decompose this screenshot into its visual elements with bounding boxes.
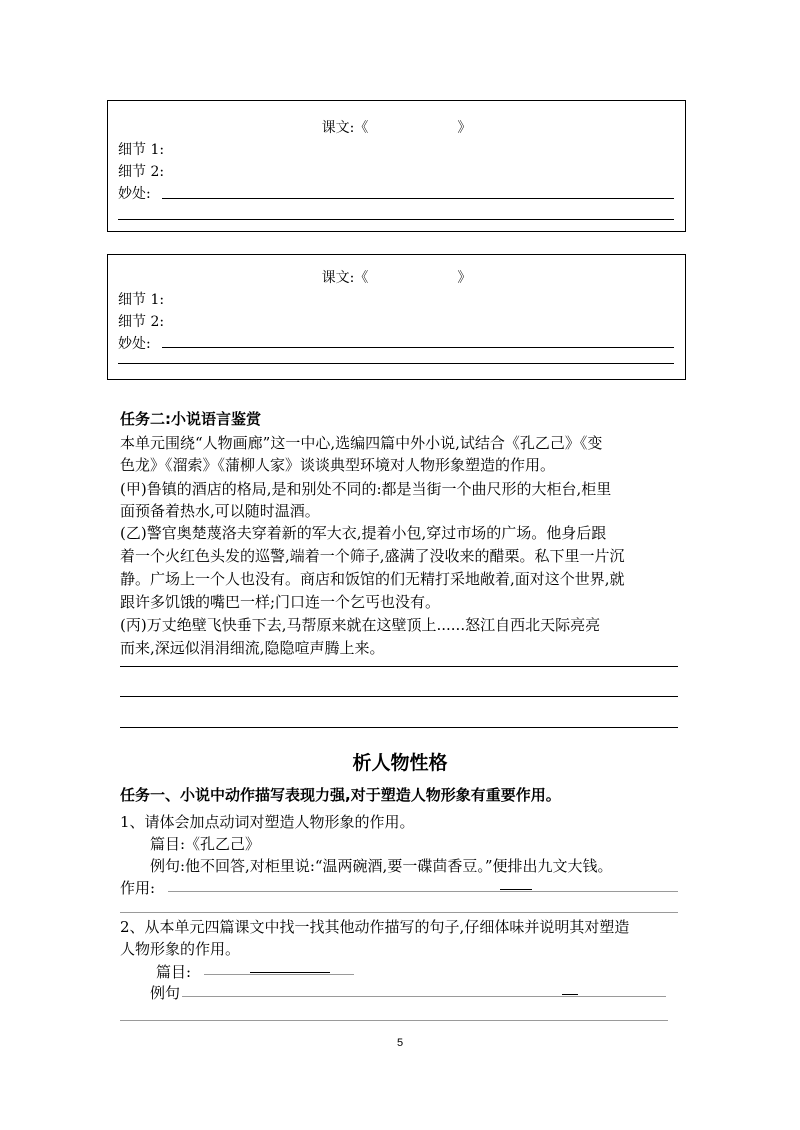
question-2-line-1: 2、从本单元四篇课文中找一找其他动作描写的句子,仔细体味并说明其对塑造	[120, 918, 630, 936]
effect-label: 作用:	[120, 879, 156, 897]
task2-answer-line-2[interactable]	[120, 696, 678, 697]
excerpt-yi-line-1: (乙)警官奥楚蔑洛夫穿着新的军大衣,提着小包,穿过市场的广场。他身后跟	[120, 524, 607, 542]
effect-answer-line-2[interactable]	[120, 912, 678, 913]
question-1: 1、请体会加点动词对塑造人物形象的作用。	[120, 813, 415, 831]
task2-answer-line-3[interactable]	[120, 727, 678, 728]
example-label: 例句	[150, 984, 181, 1002]
excerpt-bing-line-2: 而来,深远似涓涓细流,隐隐喧声腾上来。	[120, 639, 385, 657]
task2-intro-line-2: 色龙》《溜索》《蒲柳人家》谈谈典型环境对人物形象塑造的作用。	[120, 456, 556, 474]
question-2-line-2: 人物形象的作用。	[120, 940, 241, 958]
excerpt-yi-line-3: 静。广场上一个人也没有。商店和饭馆的们无精打采地敞着,面对这个世界,就	[120, 570, 625, 588]
detail-2-label: 细节 2:	[118, 314, 165, 330]
detail-2-label: 细节 2:	[118, 164, 165, 180]
piece-label: 篇目:	[156, 963, 192, 981]
merit-answer-line[interactable]	[162, 198, 674, 199]
merit-answer-line-2[interactable]	[118, 363, 674, 364]
lesson-box-2	[107, 254, 686, 380]
excerpt-yi-line-2: 着一个火红色头发的巡警,端着一个筛子,盛满了没收来的醋栗。私下里一片沉	[120, 547, 625, 565]
lesson-title: 课文:《 》	[321, 270, 472, 286]
effect-answer-line[interactable]	[168, 891, 678, 892]
excerpt-jia-line-2: 面预备着热水,可以随时温酒。	[120, 502, 320, 520]
merit-label: 妙处:	[118, 186, 151, 202]
merit-answer-line[interactable]	[162, 347, 674, 348]
piece-kongyiji: 篇目:《孔乙己》	[150, 835, 261, 853]
task2-heading: 任务二:小说语言鉴赏	[120, 410, 261, 428]
task2-answer-line-1[interactable]	[120, 666, 678, 667]
detail-1-label: 细节 1:	[118, 292, 165, 308]
merit-answer-line-2[interactable]	[118, 219, 674, 220]
effect-answer-underline-mark	[500, 889, 532, 890]
excerpt-jia-line-1: (甲)鲁镇的酒店的格局,是和别处不同的:都是当街一个曲尺形的大柜台,柜里	[120, 480, 612, 498]
task1-heading: 任务一、小说中动作描写表现力强,对于塑造人物形象有重要作用。	[120, 786, 561, 804]
lesson-box-1	[107, 100, 686, 232]
piece-answer-line[interactable]	[204, 974, 354, 975]
example-answer-underline-mark	[562, 994, 578, 995]
example-answer-line[interactable]	[182, 996, 666, 997]
task2-intro-line-1: 本单元围绕“人物画廊”这一中心,选编四篇中外小说,试结合《孔乙己》《变	[120, 434, 603, 452]
page-number: 5	[396, 1037, 404, 1049]
excerpt-yi-line-4: 跟许多饥饿的嘴巴一样;门口连一个乞丐也没有。	[120, 593, 441, 611]
merit-label: 妙处:	[118, 336, 151, 352]
detail-1-label: 细节 1:	[118, 142, 165, 158]
example-sentence: 例句:他不回答,对柜里说:“温两碗酒,要一碟茴香豆。”便排出九文大钱。	[150, 857, 613, 875]
section-title: 析人物性格	[352, 752, 448, 774]
piece-answer-underline-mark	[250, 972, 330, 973]
excerpt-bing-line-1: (丙)万丈绝壁飞快垂下去,马帮原来就在这壁顶上......怒江自西北天际亮亮	[120, 616, 601, 634]
example-answer-line-2[interactable]	[120, 1020, 668, 1021]
lesson-title: 课文:《 》	[321, 120, 472, 136]
